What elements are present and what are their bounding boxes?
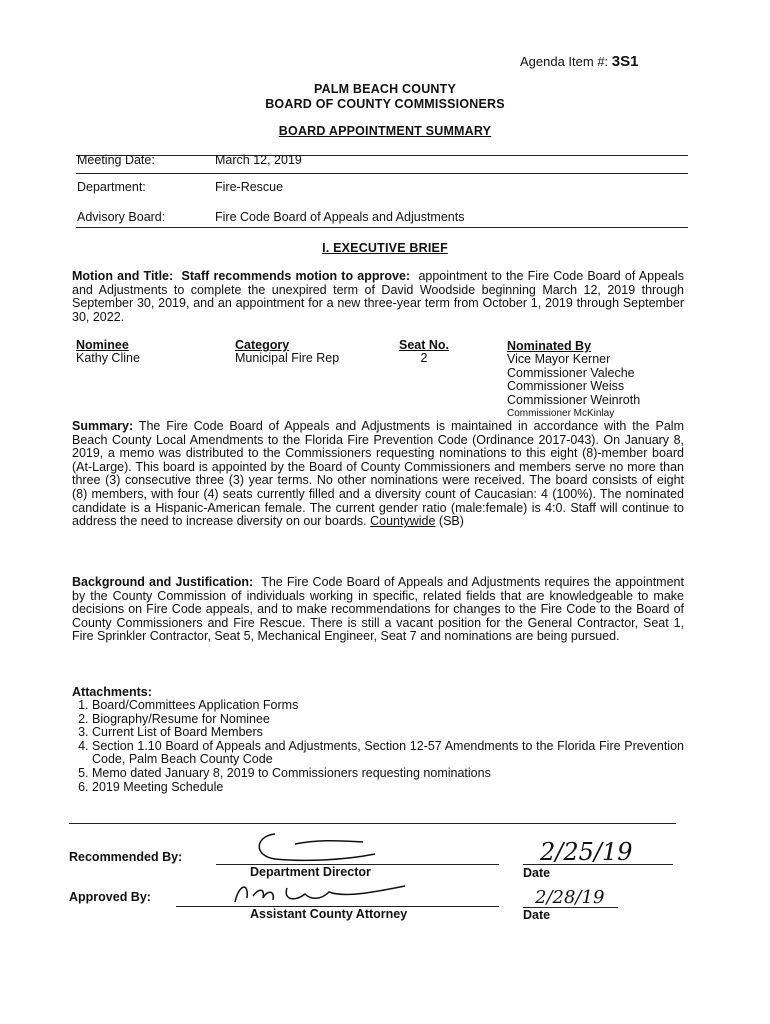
advisory-label: Advisory Board: bbox=[77, 210, 166, 224]
category-column bbox=[235, 339, 339, 366]
countywide-label: Countywide bbox=[370, 514, 436, 529]
recommended-date: 2/25/19 bbox=[540, 838, 633, 866]
county-name: PALM BEACH COUNTY bbox=[313, 82, 457, 96]
attachment-item: 5. Memo dated January 8, 2019 to Commissioners requesting nominations bbox=[92, 767, 684, 781]
seat-header: Seat No. bbox=[398, 338, 449, 352]
seat-value: 2 bbox=[420, 351, 428, 366]
motion-text: appointment to the Fire Code Board of Appeals and Adjustments to complete the unexpired term of David Woodside beginning March 12, 2019 through September 30, 2019, and an appointment for a new three-year term from October 1, 2019 through September 30, 2022. bbox=[72, 269, 684, 324]
category-header: Category bbox=[235, 338, 290, 352]
attorney-signature bbox=[225, 878, 415, 908]
nominated-by-column bbox=[507, 340, 640, 420]
nominee-column bbox=[76, 339, 140, 366]
recommended-by-label: Recommended By: bbox=[69, 850, 183, 864]
executive-brief-title: I. EXECUTIVE BRIEF bbox=[322, 241, 448, 255]
nominee-name: Kathy Cline bbox=[76, 351, 140, 366]
attachment-item: 3. Current List of Board Members bbox=[92, 726, 684, 740]
divider bbox=[76, 155, 688, 156]
department-value: Fire-Rescue bbox=[215, 180, 284, 194]
attachment-item: 4. Section 1.10 Board of Appeals and Adjustments, Section 12-57 Amendments to the Florida Fire Prevention Code, Palm Beach County Code bbox=[92, 740, 684, 767]
approved-by-label: Approved By: bbox=[69, 890, 151, 904]
background-text: The Fire Code Board of Appeals and Adjustments requires the appointment by the County Commission of individuals working in specific, related fields that are knowledgeable to make decisions on Fire Code appeals, and to make recommendations for changes to the Fire Code to the Board of County Commissioners and Fire Rescue. There is still a vacant position for the General Contractor, Seat 1, Fire Sprinkler Contractor, Seat 5, Mechanical Engineer, Seat 7 and nominations are being pursued. bbox=[72, 575, 684, 644]
summary-label: Summary: bbox=[72, 419, 134, 433]
summary-paragraph bbox=[72, 420, 684, 529]
approved-date: 2/28/19 bbox=[535, 887, 605, 908]
date-label: Date bbox=[523, 866, 551, 880]
motion-paragraph bbox=[72, 270, 684, 324]
director-caption: Department Director bbox=[250, 865, 371, 879]
nominated-by-header: Nominated By bbox=[507, 339, 592, 353]
motion-label: Motion and Title: bbox=[72, 269, 174, 283]
summary-initials: (SB) bbox=[438, 514, 464, 529]
attachment-item: 1. Board/Committees Application Forms bbox=[92, 699, 684, 713]
nominator: Vice Mayor Kerner bbox=[507, 352, 611, 367]
agenda-item bbox=[520, 53, 639, 70]
agenda-label: Agenda Item #: bbox=[520, 54, 609, 69]
attachments-list bbox=[72, 699, 684, 794]
department-label: Department: bbox=[77, 180, 146, 194]
background-label: Background and Justification: bbox=[72, 575, 254, 589]
nominator: Commissioner Weiss bbox=[507, 379, 625, 394]
nominator: Commissioner McKinlay bbox=[507, 408, 615, 420]
attachments-label: Attachments: bbox=[72, 685, 152, 699]
board-name: BOARD OF COUNTY COMMISSIONERS bbox=[265, 97, 505, 111]
meeting-date-label: Meeting Date: bbox=[77, 153, 155, 167]
agenda-number: 3S1 bbox=[611, 53, 639, 70]
background-paragraph bbox=[72, 576, 684, 644]
date-label: Date bbox=[523, 908, 551, 922]
summary-text: The Fire Code Board of Appeals and Adjustments is maintained in accordance with the Palm Beach County Local Amendments to the Florida Fire Prevention Code (Ordinance 2017-043). On January 8, 2019, a memo was distributed to the Commissioners requesting nominations to this eight (8)-member board (At-Large). This board is appointed by the Board of County Commissioners and members serve no more than three (3) consecutive three (3) year terms. No other nominations were received. The board consists of eight (8) members, with four (4) seats currently filled and a diversity count of Caucasian: 4 (100%). The nominated candidate is a Hispanic-American female. The current gender ratio (male:female) is 4:0. Staff will continue to address the need to increase diversity on our boards. bbox=[72, 419, 684, 529]
advisory-value: Fire Code Board of Appeals and Adjustments bbox=[215, 210, 465, 224]
category-value: Municipal Fire Rep bbox=[235, 351, 340, 366]
summary-title: BOARD APPOINTMENT SUMMARY bbox=[278, 124, 492, 138]
date-line bbox=[523, 864, 673, 865]
divider bbox=[76, 227, 688, 228]
divider bbox=[69, 823, 676, 824]
attorney-caption: Assistant County Attorney bbox=[250, 907, 408, 921]
nominator: Commissioner Weinroth bbox=[507, 392, 641, 407]
nominee-header: Nominee bbox=[76, 338, 129, 352]
seat-column bbox=[393, 339, 455, 366]
divider bbox=[76, 173, 688, 174]
attachments-section bbox=[72, 685, 684, 794]
meeting-date-value: March 12, 2019 bbox=[215, 153, 302, 167]
director-signature bbox=[245, 826, 395, 866]
motion-bold-text: Staff recommends motion to approve: bbox=[181, 269, 411, 283]
attachment-item: 6. 2019 Meeting Schedule bbox=[92, 781, 684, 795]
nominator: Commissioner Valeche bbox=[507, 365, 635, 380]
attachment-item: 2. Biography/Resume for Nominee bbox=[92, 713, 684, 727]
